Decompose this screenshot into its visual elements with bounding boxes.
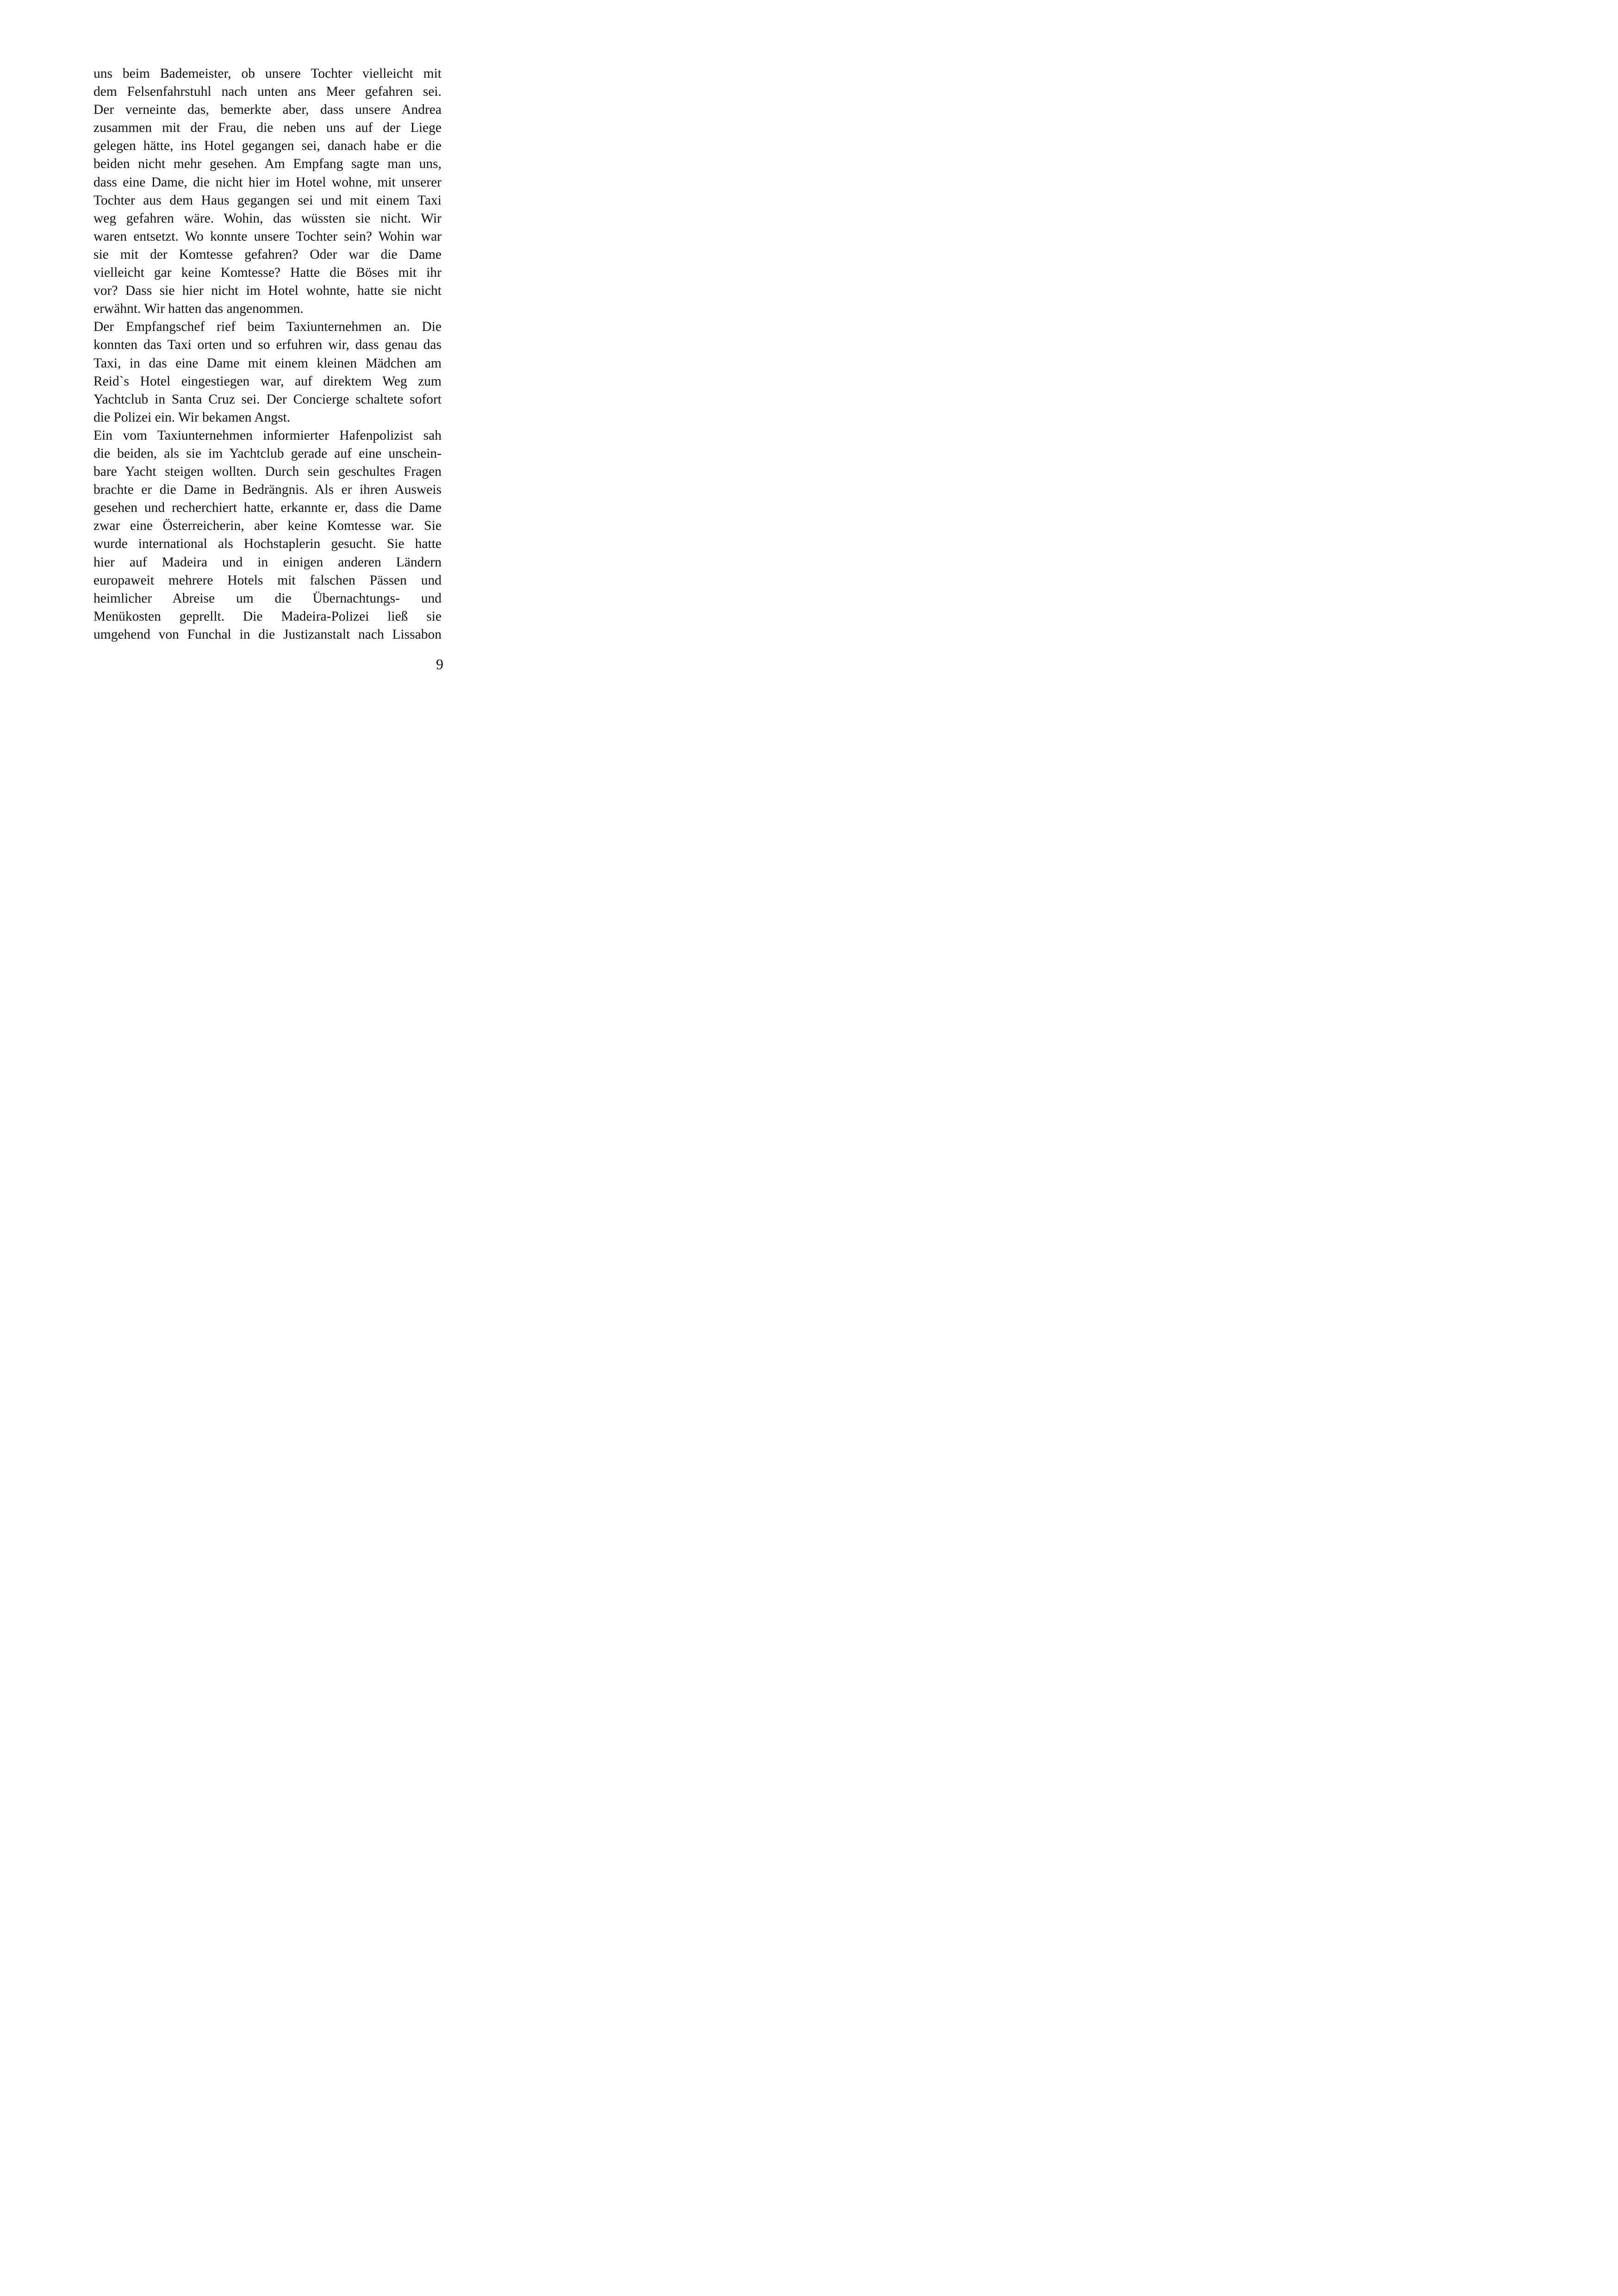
text-line: gesehen und recherchiert hatte, erkannte er, dass die Dame xyxy=(93,500,442,516)
text-line: beiden nicht mehr gesehen. Am Empfang sagte man uns, xyxy=(93,156,442,172)
text-line: dass eine Dame, die nicht hier im Hotel wohne, mit unserer xyxy=(93,174,442,190)
text-line: weg gefahren wäre. Wohin, das wüssten sie nicht. Wir xyxy=(93,211,442,226)
text-line: zusammen mit der Frau, die neben uns auf der Liege xyxy=(93,120,442,136)
book-page xyxy=(0,0,510,724)
text-line: zwar eine Österreicherin, aber keine Komtesse war. Sie xyxy=(93,518,442,534)
page-number: 9 xyxy=(436,656,443,672)
text-line: Menükosten geprellt. Die Madeira-Polizei ließ sie xyxy=(93,609,442,624)
text-line: Der verneinte das, bemerkte aber, dass unsere Andrea xyxy=(93,102,442,118)
text-line: bare Yacht steigen wollten. Durch sein geschultes Fragen xyxy=(93,464,442,479)
text-line: Tochter aus dem Haus gegangen sei und mit einem Taxi xyxy=(93,193,442,208)
text-line: europaweit mehrere Hotels mit falschen Pässen und xyxy=(93,572,442,588)
text-line: Ein vom Taxiunternehmen informierter Hafenpolizist sah xyxy=(93,428,442,443)
text-line: waren entsetzt. Wo konnte unsere Tochter sein? Wohin war xyxy=(93,229,442,244)
text-line: brachte er die Dame in Bedrängnis. Als er ihren Ausweis xyxy=(93,482,442,498)
text-line: Taxi, in das eine Dame mit einem kleinen Mädchen am xyxy=(93,355,442,371)
text-line: Yachtclub in Santa Cruz sei. Der Concierge schaltete sofort xyxy=(93,392,442,407)
text-line: Der Empfangschef rief beim Taxiunternehmen an. Die xyxy=(93,319,442,335)
text-line: sie mit der Komtesse gefahren? Oder war die Dame xyxy=(93,247,442,262)
text-line: vor? Dass sie hier nicht im Hotel wohnte, hatte sie nicht xyxy=(93,283,442,299)
text-line: vielleicht gar keine Komtesse? Hatte die Böses mit ihr xyxy=(93,265,442,280)
text-line: Reid`s Hotel eingestiegen war, auf direktem Weg zum xyxy=(93,373,442,389)
text-line: konnten das Taxi orten und so erfuhren wir, dass genau das xyxy=(93,337,442,353)
text-line: die beiden, als sie im Yachtclub gerade auf eine unschein- xyxy=(93,446,442,461)
text-line-paragraph-end: erwähnt. Wir hatten das angenommen. xyxy=(93,301,304,317)
text-line: wurde international als Hochstaplerin gesucht. Sie hatte xyxy=(93,536,442,552)
text-line: hier auf Madeira und in einigen anderen Ländern xyxy=(93,554,442,570)
body-text xyxy=(93,65,442,644)
text-line: uns beim Bademeister, ob unsere Tochter vielleicht mit xyxy=(93,66,442,81)
text-line: heimlicher Abreise um die Übernachtungs- und xyxy=(93,591,442,606)
text-line: gelegen hätte, ins Hotel gegangen sei, danach habe er die xyxy=(93,138,442,154)
text-line-paragraph-end: die Polizei ein. Wir bekamen Angst. xyxy=(93,410,291,425)
text-line: umgehend von Funchal in die Justizanstalt nach Lissabon xyxy=(93,627,442,642)
text-line: dem Felsenfahrstuhl nach unten ans Meer gefahren sei. xyxy=(93,84,442,100)
